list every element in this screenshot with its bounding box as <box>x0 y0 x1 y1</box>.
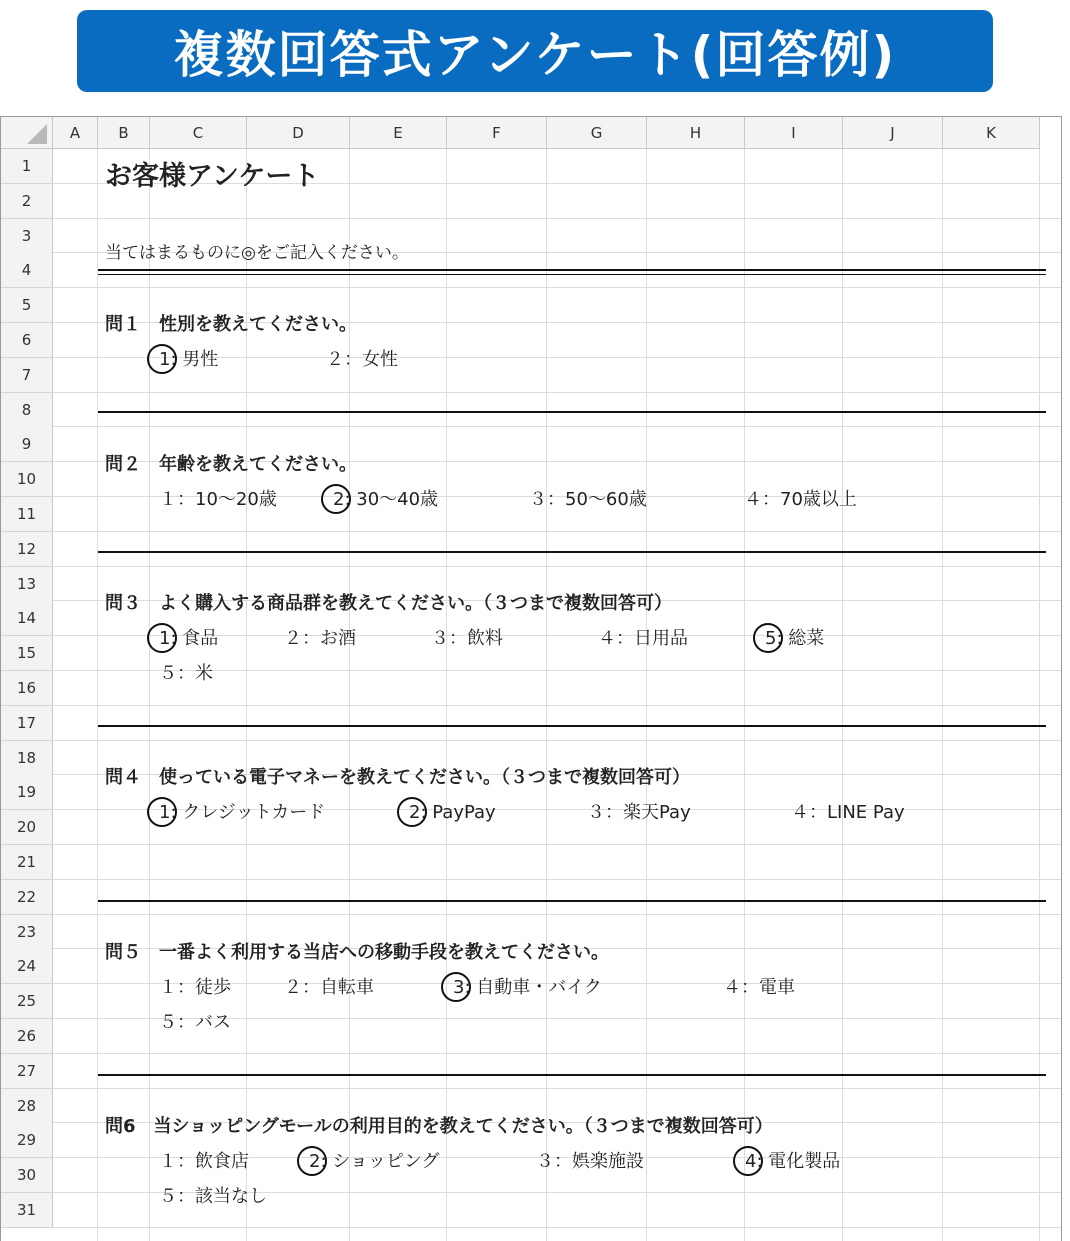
row-header[interactable]: 15 <box>1 636 53 671</box>
row-header[interactable]: 5 <box>1 288 53 323</box>
separator-line <box>98 1074 1046 1076</box>
page-banner-title: 複数回答式アンケート(回答例) <box>77 10 993 92</box>
separator-line <box>98 900 1046 902</box>
row-header[interactable]: 1 <box>1 149 53 184</box>
row-header[interactable]: 17 <box>1 706 53 741</box>
row-header[interactable]: 9 <box>1 427 53 462</box>
gridline-horizontal <box>53 740 1061 741</box>
row-header[interactable]: 27 <box>1 1054 53 1089</box>
row-header[interactable]: 23 <box>1 915 53 950</box>
row-header[interactable]: 8 <box>1 393 53 428</box>
gridline-vertical <box>942 149 943 1241</box>
q3-option[interactable]: 5: 総菜 <box>765 628 825 649</box>
column-header[interactable]: G <box>547 117 647 149</box>
gridline-horizontal <box>53 1088 1061 1089</box>
row-header[interactable]: 6 <box>1 323 53 358</box>
q1-option[interactable]: ２：女性 <box>326 349 398 370</box>
q5-option[interactable]: ２：自転車 <box>284 977 374 998</box>
survey-title: お客様アンケート <box>105 161 320 192</box>
column-header[interactable]: E <box>350 117 447 149</box>
gridline-vertical <box>546 149 547 1241</box>
gridline-vertical <box>744 149 745 1241</box>
q3-option[interactable]: ５：米 <box>159 663 213 684</box>
row-header[interactable]: 12 <box>1 532 53 567</box>
gridline-horizontal <box>53 218 1061 219</box>
question-1: 問１ 性別を教えてください。 <box>105 314 357 335</box>
separator-line <box>98 725 1046 727</box>
gridline-horizontal <box>53 844 1061 845</box>
row-header[interactable]: 13 <box>1 567 53 602</box>
survey-instruction: 当てはまるものに◎をご記入ください。 <box>105 243 409 263</box>
row-header[interactable]: 30 <box>1 1158 53 1193</box>
row-header[interactable]: 20 <box>1 810 53 845</box>
select-all-corner[interactable] <box>1 117 53 149</box>
row-header[interactable]: 3 <box>1 219 53 254</box>
gridline-vertical <box>97 149 98 1241</box>
gridline-vertical <box>646 149 647 1241</box>
question-5: 問５ 一番よく利用する当店への移動手段を教えてください。 <box>105 942 609 963</box>
q4-option[interactable]: ４：LINE Pay <box>791 802 905 823</box>
column-header[interactable]: D <box>247 117 350 149</box>
gridline-horizontal <box>53 287 1061 288</box>
q5-option[interactable]: ５：バス <box>159 1012 231 1033</box>
q2-option[interactable]: １：10〜20歳 <box>159 489 277 510</box>
column-header[interactable]: H <box>647 117 745 149</box>
gridline-vertical <box>446 149 447 1241</box>
separator-line <box>98 274 1046 275</box>
gridline-horizontal <box>53 1227 1061 1228</box>
row-header[interactable]: 11 <box>1 497 53 532</box>
row-header[interactable]: 14 <box>1 601 53 636</box>
q5-option[interactable]: １：徒歩 <box>159 977 231 998</box>
column-header[interactable]: I <box>745 117 843 149</box>
question-6: 問6 当ショッピングモールの利用目的を教えてください。（３つまで複数回答可） <box>105 1116 773 1137</box>
q6-option[interactable]: ３：娯楽施設 <box>536 1151 644 1172</box>
gridline-horizontal <box>53 426 1061 427</box>
column-header[interactable]: K <box>943 117 1040 149</box>
row-header[interactable]: 26 <box>1 1019 53 1054</box>
q4-option[interactable]: 1: クレジットカード <box>159 802 326 823</box>
gridline-horizontal <box>53 392 1061 393</box>
row-header[interactable]: 22 <box>1 880 53 915</box>
q6-option[interactable]: 4: 電化製品 <box>745 1151 841 1172</box>
q3-option[interactable]: 1: 食品 <box>159 628 219 649</box>
gridline-horizontal <box>53 705 1061 706</box>
q2-option[interactable]: ３：50〜60歳 <box>529 489 647 510</box>
gridline-horizontal <box>53 914 1061 915</box>
separator-line <box>98 411 1046 413</box>
row-header[interactable]: 16 <box>1 671 53 706</box>
row-header[interactable]: 28 <box>1 1089 53 1124</box>
q4-option[interactable]: ３：楽天Pay <box>587 802 691 823</box>
q2-option[interactable]: ４：70歳以上 <box>744 489 857 510</box>
q4-option[interactable]: 2: PayPay <box>409 802 496 823</box>
row-header[interactable]: 25 <box>1 984 53 1019</box>
column-header[interactable]: F <box>447 117 547 149</box>
row-header[interactable]: 10 <box>1 462 53 497</box>
question-4: 問４ 使っている電子マネーを教えてください。（３つまで複数回答可） <box>105 767 690 788</box>
select-all-icon <box>27 124 47 144</box>
gridline-vertical <box>842 149 843 1241</box>
row-header[interactable]: 31 <box>1 1193 53 1228</box>
gridline-horizontal <box>53 1053 1061 1054</box>
q5-option[interactable]: ４：電車 <box>723 977 795 998</box>
separator-line <box>98 551 1046 553</box>
column-header[interactable]: J <box>843 117 943 149</box>
column-header[interactable]: C <box>150 117 247 149</box>
gridline-horizontal <box>53 531 1061 532</box>
column-header[interactable]: B <box>98 117 150 149</box>
row-header[interactable]: 24 <box>1 949 53 984</box>
gridline-horizontal <box>53 566 1061 567</box>
q1-option[interactable]: 1: 男性 <box>159 349 219 370</box>
q5-option[interactable]: 3: 自動車・バイク <box>453 977 602 998</box>
q3-option[interactable]: ３：飲料 <box>431 628 503 649</box>
row-header[interactable]: 19 <box>1 775 53 810</box>
row-header[interactable]: 4 <box>1 253 53 288</box>
row-header[interactable]: 29 <box>1 1123 53 1158</box>
row-header[interactable]: 21 <box>1 845 53 880</box>
question-3: 問３ よく購入する商品群を教えてください。（３つまで複数回答可） <box>105 593 672 614</box>
q6-option[interactable]: 2: ショッピング <box>309 1151 440 1172</box>
q2-option[interactable]: 2: 30〜40歳 <box>333 489 439 510</box>
gridline-horizontal <box>53 879 1061 880</box>
spreadsheet <box>0 116 1062 1241</box>
question-2: 問２ 年齢を教えてください。 <box>105 454 357 475</box>
row-header[interactable]: 7 <box>1 358 53 393</box>
row-header[interactable]: 2 <box>1 184 53 219</box>
gridline-vertical <box>1039 149 1040 1241</box>
row-header[interactable]: 18 <box>1 741 53 776</box>
q3-option[interactable]: ２：お酒 <box>284 628 356 649</box>
q6-option[interactable]: １：飲食店 <box>159 1151 249 1172</box>
column-header[interactable]: A <box>53 117 98 149</box>
q6-option[interactable]: ５：該当なし <box>159 1186 267 1207</box>
q3-option[interactable]: ４：日用品 <box>598 628 688 649</box>
